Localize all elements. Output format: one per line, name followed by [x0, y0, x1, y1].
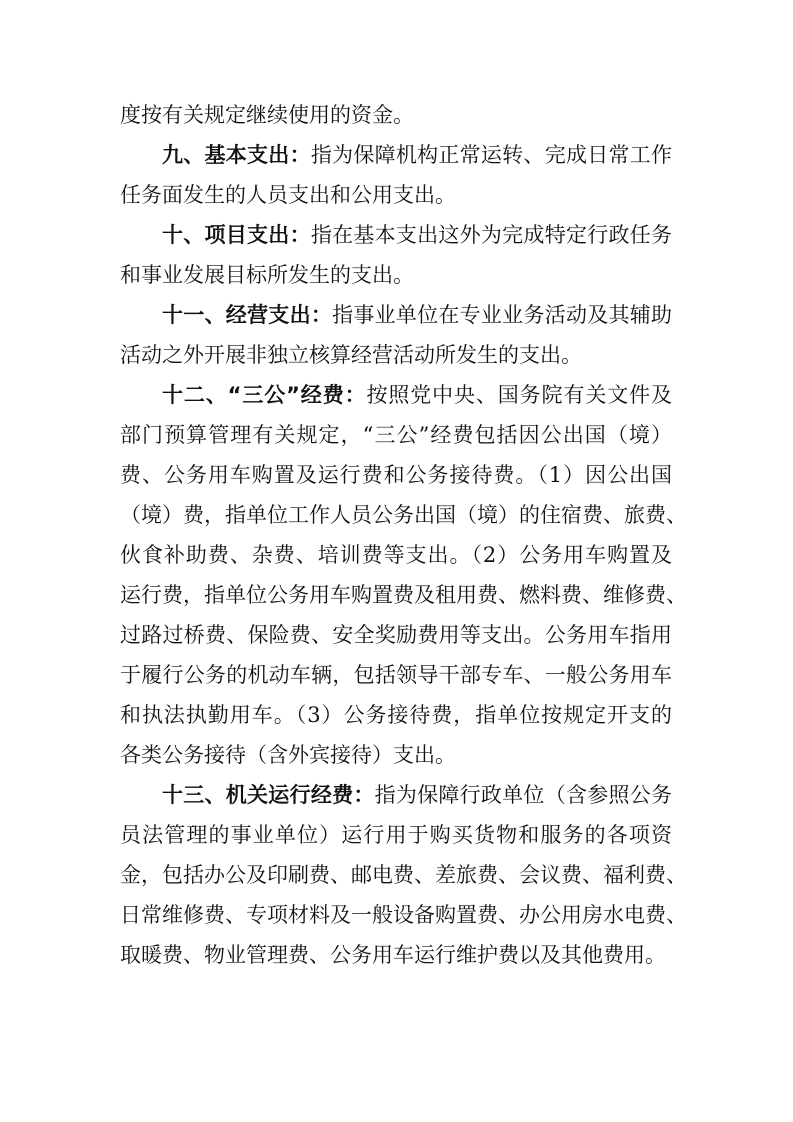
- text-line: [120, 375, 672, 415]
- line-text: 按照党中央、国务院有关文件及: [366, 383, 672, 407]
- text-line: [120, 855, 687, 895]
- line-text: 过路过桥费、保险费、安全奖励费用等支出。公务用车指用: [120, 623, 672, 647]
- text-line: [120, 295, 672, 335]
- text-line: [120, 255, 672, 295]
- line-text: 伙食补助费、杂费、培训费等支出。（2）公务用车购置及: [120, 543, 672, 567]
- text-line: [120, 615, 672, 655]
- text-line: [120, 695, 672, 735]
- line-text: 取暖费、物业管理费、公务用车运行维护费以及其他费用。: [120, 943, 666, 967]
- line-text: 指为保障行政单位（含参照公务: [374, 783, 672, 807]
- line-text: 运行费，指单位公务用车购置费及租用费、燃料费、维修费、: [120, 583, 687, 607]
- line-text: 和执法执勤用车。（3）公务接待费，指单位按规定开支的: [120, 703, 672, 727]
- section-heading: 九、基本支出：: [162, 143, 311, 167]
- text-line: [120, 655, 672, 695]
- text-line: [120, 775, 672, 815]
- line-text: 部门预算管理有关规定，“三公”经费包括因公出国（境）: [120, 423, 672, 447]
- text-line: [120, 495, 687, 535]
- text-line: [120, 335, 672, 375]
- section-heading: 十三、机关运行经费：: [162, 783, 375, 807]
- line-text: 费、公务用车购置及运行费和公务接待费。（1）因公出国: [120, 463, 672, 487]
- text-line: [120, 535, 672, 575]
- text-line: [120, 215, 672, 255]
- section-heading: 十、项目支出：: [162, 223, 311, 247]
- section-heading: 十二、“三公”经费：: [162, 383, 367, 407]
- line-text: 各类公务接待（含外宾接待）支出。: [120, 743, 456, 767]
- line-text: 于履行公务的机动车辆，包括领导干部专车、一般公务用车: [120, 663, 672, 687]
- line-text: 指为保障机构正常运转、完成日常工作: [310, 143, 673, 167]
- line-text: 指事业单位在专业业务活动及其辅助: [332, 303, 673, 327]
- text-line: [120, 735, 672, 775]
- line-text: 度按有关规定继续使用的资金。: [120, 103, 414, 127]
- line-text: 金，包括办公及印刷费、邮电费、差旅费、会议费、福利费、: [120, 863, 687, 887]
- line-text: 指在基本支出这外为完成特定行政任务: [310, 223, 673, 247]
- text-line: [120, 135, 672, 175]
- text-line: [120, 175, 672, 215]
- line-text: 日常维修费、专项材料及一般设备购置费、办公用房水电费、: [120, 903, 687, 927]
- line-text: 活动之外开展非独立核算经营活动所发生的支出。: [120, 343, 582, 367]
- text-line: [120, 575, 687, 615]
- line-text: 和事业发展目标所发生的支出。: [120, 263, 414, 287]
- document-body: [120, 95, 687, 975]
- line-text: 员法管理的事业单位）运行用于购买货物和服务的各项资: [120, 823, 672, 847]
- text-line: [120, 935, 672, 975]
- text-line: [120, 415, 672, 455]
- text-line: [120, 895, 687, 935]
- text-line: [120, 95, 672, 135]
- text-line: [120, 455, 672, 495]
- text-line: [120, 815, 672, 855]
- line-text: 任务面发生的人员支出和公用支出。: [120, 183, 456, 207]
- line-text: （境）费，指单位工作人员公务出国（境）的住宿费、旅费、: [120, 503, 687, 527]
- section-heading: 十一、经营支出：: [162, 303, 333, 327]
